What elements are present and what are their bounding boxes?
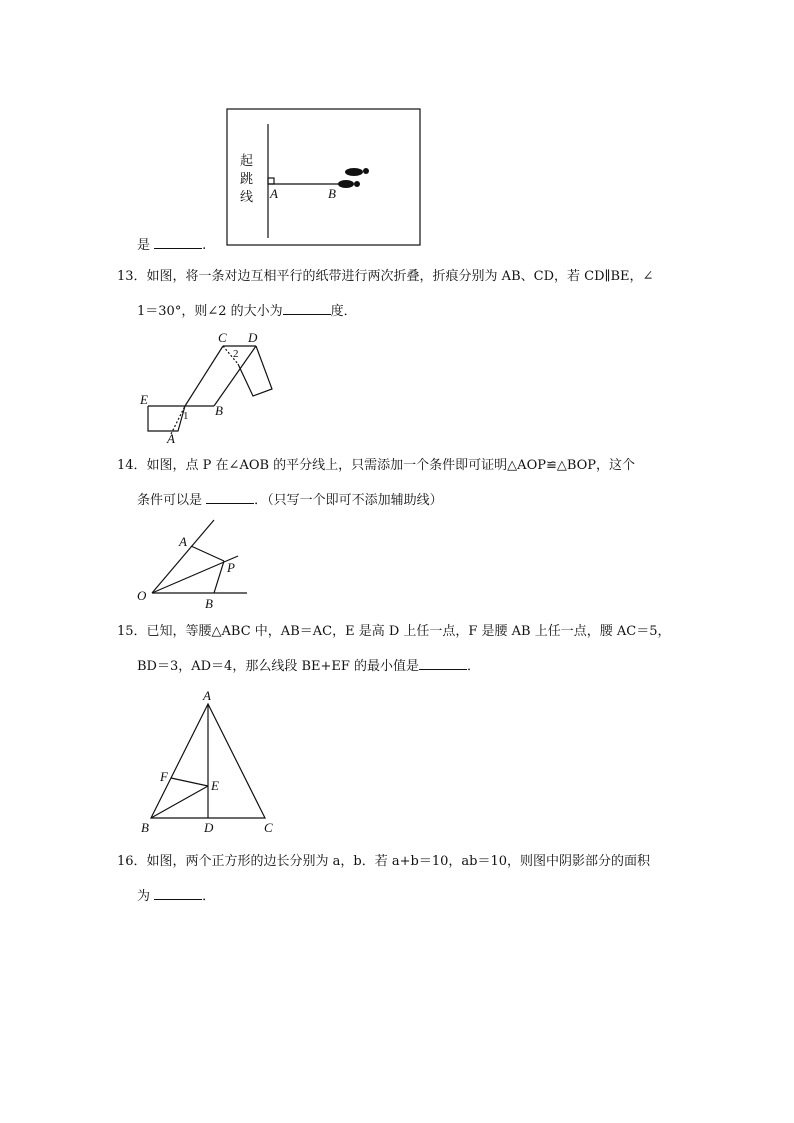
q13-label-b: B: [215, 403, 223, 418]
q13-label-c: C: [218, 330, 227, 345]
q12-side-label-1: 起: [240, 154, 254, 169]
q12-side-label-2: 跳: [240, 172, 254, 187]
q15-label-b: B: [141, 820, 149, 835]
q13-answer-blank[interactable]: [283, 301, 331, 315]
q13-line1: 13．如图，将一条对边互相平行的纸带进行两次折叠，折痕分别为 AB、CD，若 CD∥BE，∠: [117, 269, 654, 284]
q13-line2: [137, 301, 357, 321]
q15-segment-fe: [171, 778, 208, 786]
q15-line2-pre: BD＝3，AD＝4，那么线段 BE+EF 的最小值是: [137, 659, 420, 674]
q12-answer-line: [137, 235, 206, 255]
q12-figure-frame: [227, 109, 420, 245]
q12-figure: [226, 108, 422, 248]
q15-label-a: A: [203, 688, 211, 703]
q14-bisector: [152, 556, 238, 593]
q13-figure: [138, 326, 288, 450]
q14-answer-blank[interactable]: [206, 490, 254, 504]
q13-strip-right: [238, 346, 272, 396]
q13-label-angle1: 1: [183, 410, 189, 422]
q13-label-d: D: [248, 330, 258, 345]
q16-line2-pre: 为: [137, 889, 155, 904]
q14-label-a: A: [179, 534, 187, 549]
q15-label-d: D: [204, 820, 214, 835]
q12-label-a: A: [270, 186, 278, 201]
q14-label-o: O: [137, 588, 147, 603]
q12-tail-end: .: [202, 238, 207, 253]
q14-line1: 14．如图，点 P 在∠AOB 的平分线上，只需添加一个条件即可证明△AOP≌△BOP，这个: [117, 458, 636, 473]
q12-side-label-3: 线: [240, 190, 254, 205]
q15-figure: [138, 686, 278, 836]
footprint-icon: [338, 168, 369, 188]
q14-line2: [137, 490, 443, 510]
q12-tail: 是: [137, 238, 155, 253]
q14-figure: [134, 518, 254, 614]
q13-label-e: E: [140, 392, 148, 407]
q12-label-b: B: [328, 186, 336, 201]
q14-segment-ap: [191, 546, 224, 561]
q13-strip-mid-1: [185, 346, 223, 406]
q16-line2: [137, 886, 215, 906]
q16-line1: 16．如图，两个正方形的边长分别为 a，b．若 a+b＝10，ab＝10，则图中阴影部分的面积: [117, 854, 651, 869]
q15-line2-post: ．: [467, 659, 481, 674]
q14-line2-post: ．（只写一个即可不添加辅助线）: [254, 493, 443, 508]
q12-right-angle-mark: [268, 178, 274, 184]
q13-label-a: A: [167, 431, 175, 446]
q16-answer-blank[interactable]: [154, 886, 202, 900]
q12-answer-blank[interactable]: [154, 235, 202, 249]
q15-line2: [137, 656, 480, 676]
q15-line1: 15．已知，等腰△ABC 中，AB＝AC，E 是高 D 上任一点，F 是腰 AB 上任一点，腰 AC＝5，: [117, 624, 671, 639]
q13-line2-pre: 1＝30°，则∠2 的大小为: [137, 304, 283, 319]
q13-label-angle2: 2: [233, 348, 239, 360]
q14-label-b: B: [205, 596, 213, 611]
q14-label-p: P: [227, 560, 235, 575]
q13-strip-left: [148, 406, 185, 431]
q13-line2-post: 度．: [330, 304, 357, 319]
q16-line2-post: ．: [202, 889, 216, 904]
q14-ray-oa: [152, 520, 214, 593]
q15-label-f: F: [160, 769, 168, 784]
q15-label-e: E: [211, 778, 219, 793]
q15-answer-blank[interactable]: [419, 656, 467, 670]
q15-label-c: C: [264, 820, 273, 835]
q14-line2-pre: 条件可以是: [137, 493, 207, 508]
